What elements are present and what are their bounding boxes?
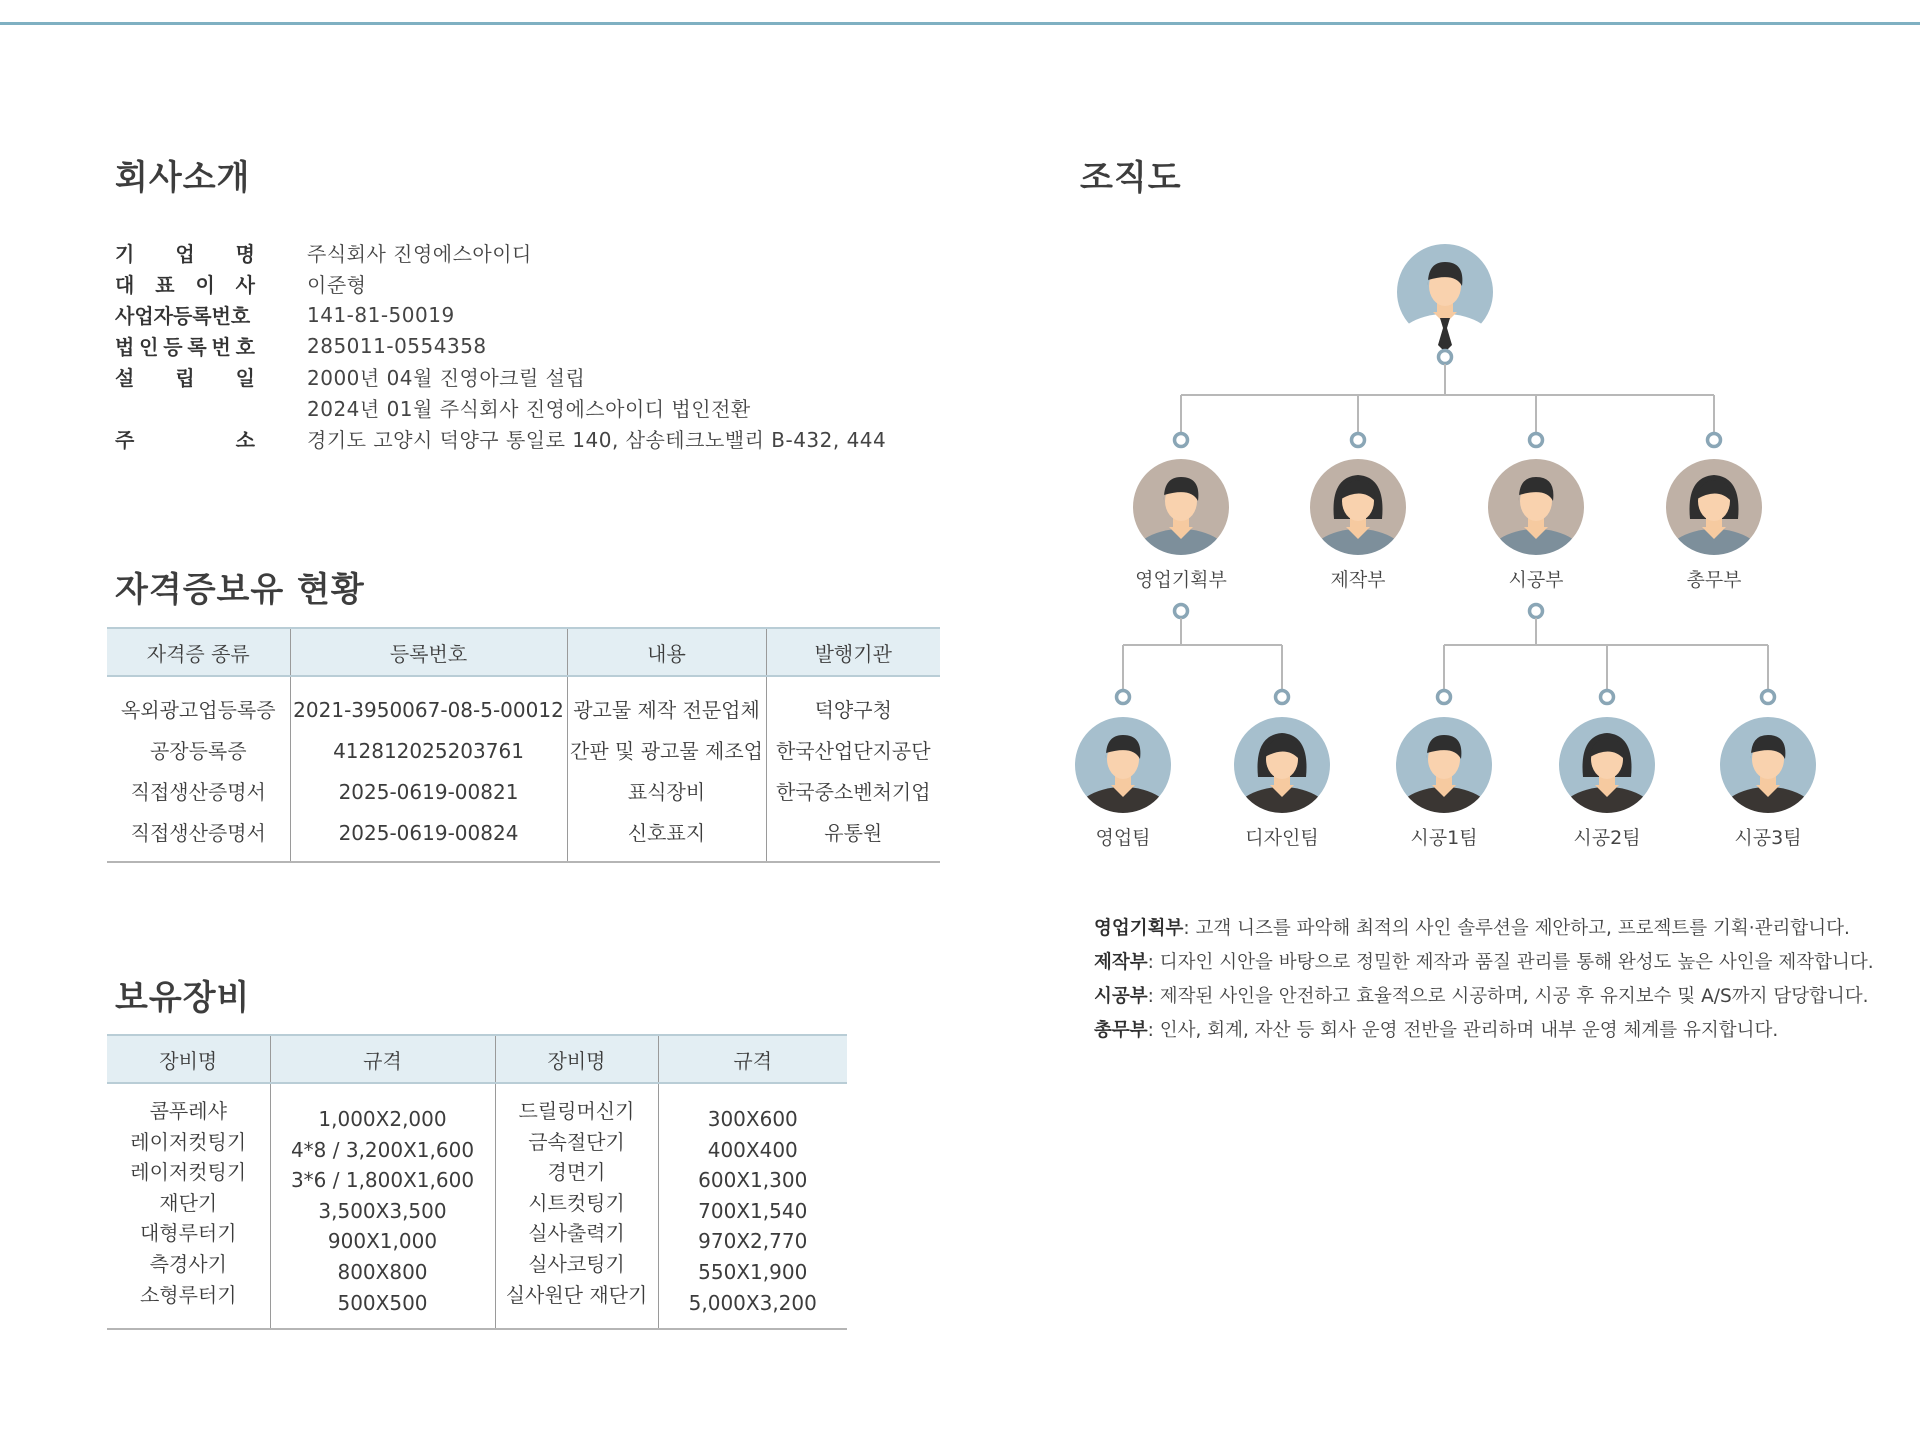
org-label: 시공3팀 xyxy=(1734,827,1802,849)
cert-cell: 한국산업단지공단 xyxy=(766,731,940,772)
equip-item: 콤푸레샤 xyxy=(149,1099,227,1123)
org-descriptions xyxy=(1094,912,1874,1048)
equip-item: 3*6 / 1,800X1,600 xyxy=(290,1168,475,1193)
cert-cell: 옥외광고업등록증 xyxy=(120,698,276,722)
cert-cell: 직접생산증명서 xyxy=(130,780,266,804)
equip-item: 5,000X3,200 xyxy=(688,1290,817,1315)
certs-heading: 자격증보유 현황 xyxy=(115,570,365,610)
equip-item: 970X2,770 xyxy=(698,1229,808,1254)
equip-item: 600X1,300 xyxy=(698,1168,808,1193)
org-description-name: 제작부 xyxy=(1094,952,1148,973)
equip-item: 금속절단기 xyxy=(528,1129,625,1154)
equip-item: 드릴링머신기 xyxy=(518,1099,635,1123)
equip-specs-2 xyxy=(658,1083,847,1329)
org-label: 영업기획부 xyxy=(1135,569,1227,591)
equip-item: 550X1,900 xyxy=(698,1259,808,1284)
equip-item: 300X600 xyxy=(707,1107,798,1131)
info-label-char: 등 xyxy=(163,335,183,359)
info-value: 이준형 xyxy=(307,273,367,297)
org-node-dot xyxy=(1530,605,1543,618)
equip-col-name-2: 장비명 xyxy=(495,1035,658,1083)
equip-item: 시트컷팅기 xyxy=(528,1190,625,1215)
org-node-dot xyxy=(1439,351,1452,364)
org-description-text: : 디자인 시안을 바탕으로 정밀한 제작과 품질 관리를 통해 완성도 높은 사인을 제작합니다. xyxy=(1147,952,1874,973)
org-label: 시공부 xyxy=(1508,569,1564,591)
certs-col-issuer: 발행기관 xyxy=(766,628,940,676)
org-description-row xyxy=(1094,912,1874,946)
certs-col-number: 등록번호 xyxy=(290,628,567,676)
equip-item: 재단기 xyxy=(159,1190,218,1215)
info-label-char: 대 xyxy=(115,273,135,297)
org-description-name: 시공부 xyxy=(1094,986,1148,1007)
equip-col-spec-2: 규격 xyxy=(658,1035,847,1083)
org-label: 총무부 xyxy=(1686,569,1742,591)
cert-cell: 광고물 제작 전문업체 xyxy=(567,676,766,731)
info-label-char: 사 xyxy=(235,273,255,297)
company-heading: 회사소개 xyxy=(115,158,251,198)
info-label-char: 명 xyxy=(235,242,255,266)
equip-item: 소형루터기 xyxy=(139,1282,237,1307)
equip-item: 1,000X2,000 xyxy=(318,1107,447,1131)
cert-cell: 412812025203761 xyxy=(290,731,567,772)
cert-cell: 2025-0619-00821 xyxy=(290,772,567,813)
equip-col-name-1: 장비명 xyxy=(107,1035,270,1083)
org-node-dot xyxy=(1175,605,1188,618)
equip-item: 경면기 xyxy=(547,1160,606,1185)
equip-names-2 xyxy=(495,1083,658,1329)
equip-item: 측경사기 xyxy=(149,1251,227,1276)
org-label: 시공1팀 xyxy=(1410,827,1478,849)
equip-item: 레이저컷팅기 xyxy=(130,1160,247,1185)
org-node-dot xyxy=(1762,691,1775,704)
org-description-text: : 인사, 회계, 자산 등 회사 운영 전반을 관리하며 내부 운영 체계를 유지합니다. xyxy=(1147,1020,1779,1041)
equip-item: 900X1,000 xyxy=(327,1229,438,1254)
org-description-row xyxy=(1094,946,1874,980)
cert-cell: 덕양구청 xyxy=(766,676,940,731)
cert-cell: 2025-0619-00824 xyxy=(290,813,567,862)
org-node-dot xyxy=(1530,434,1543,447)
org-heading: 조직도 xyxy=(1080,158,1182,198)
info-value: 경기도 고양시 덕양구 통일로 140, 삼송테크노밸리 B-432, 444 xyxy=(307,428,887,452)
org-description-text: : 고객 니즈를 파악해 최적의 사인 솔루션을 제안하고, 프로젝트를 기획·관리합니다. xyxy=(1183,918,1850,939)
equipment-heading: 보유장비 xyxy=(115,978,251,1018)
certs-col-type: 자격증 종류 xyxy=(107,628,290,676)
cert-cell: 표식장비 xyxy=(567,772,766,813)
org-label: 시공2팀 xyxy=(1573,827,1641,849)
cert-cell: 신호표지 xyxy=(567,813,766,862)
info-label-char: 주 xyxy=(115,428,135,452)
org-node-dot xyxy=(1175,434,1188,447)
org-description-row xyxy=(1094,1014,1874,1048)
equip-item: 실사원단 재단기 xyxy=(505,1282,648,1307)
info-label-char: 업 xyxy=(175,242,195,266)
cert-cell: 한국중소벤처기업 xyxy=(766,772,940,813)
equip-item: 3,500X3,500 xyxy=(318,1198,447,1223)
info-value: 2000년 04월 진영아크릴 설립 xyxy=(307,366,586,390)
equip-item: 400X400 xyxy=(707,1137,798,1162)
info-value: 285011-0554358 xyxy=(307,333,487,358)
info-label-char: 번 xyxy=(211,335,231,359)
certs-col-content: 내용 xyxy=(567,628,766,676)
cert-cell: 2021-3950067-08-5-00012 xyxy=(290,676,567,731)
info-label-char: 호 xyxy=(235,335,255,359)
cert-cell: 직접생산증명서 xyxy=(107,813,290,862)
cert-cell: 간판 및 광고물 제조업 xyxy=(567,731,766,772)
equip-item: 500X500 xyxy=(337,1290,428,1315)
org-node-dot xyxy=(1276,691,1289,704)
info-label-char: 기 xyxy=(115,242,135,266)
info-label-char: 립 xyxy=(175,366,195,390)
org-node-dot xyxy=(1708,434,1721,447)
equip-item: 실사코팅기 xyxy=(528,1251,625,1276)
info-label-char: 일 xyxy=(235,366,255,390)
info-value: 2024년 01월 주식회사 진영에스아이디 법인전환 xyxy=(307,397,751,421)
equip-item: 700X1,540 xyxy=(698,1198,808,1223)
info-label-char: 록 xyxy=(187,335,207,359)
org-label: 디자인팀 xyxy=(1245,827,1319,849)
equip-item: 800X800 xyxy=(337,1259,428,1284)
cert-cell: 공장등록증 xyxy=(149,739,247,763)
equip-specs-1 xyxy=(270,1083,495,1329)
info-label-char: 표 xyxy=(155,273,175,297)
org-node-dot xyxy=(1352,434,1365,447)
org-description-row xyxy=(1094,980,1874,1014)
org-node-dot xyxy=(1117,691,1130,704)
org-description-text: : 제작된 사인을 안전하고 효율적으로 시공하며, 시공 후 유지보수 및 A/S까지 담당합니다. xyxy=(1147,986,1869,1007)
equip-item: 레이저컷팅기 xyxy=(130,1129,247,1154)
equip-item: 4*8 / 3,200X1,600 xyxy=(290,1137,475,1162)
org-node-dot xyxy=(1601,691,1614,704)
equip-names-1 xyxy=(107,1083,270,1329)
equip-item: 대형루터기 xyxy=(139,1221,237,1246)
info-label-char: 이 xyxy=(195,273,215,297)
info-label-char: 법 xyxy=(115,335,135,359)
info-label-char: 설 xyxy=(115,366,135,390)
equip-item: 실사출력기 xyxy=(528,1221,625,1246)
info-label-char: 사업자등록번호 xyxy=(115,304,251,328)
info-value: 주식회사 진영에스아이디 xyxy=(307,242,532,266)
info-label-char: 인 xyxy=(139,335,159,359)
org-label: 영업팀 xyxy=(1095,827,1151,849)
info-label-char: 소 xyxy=(235,428,255,452)
org-label: 제작부 xyxy=(1330,569,1386,591)
cert-cell: 유통원 xyxy=(766,813,940,862)
equip-col-spec-1: 규격 xyxy=(270,1035,495,1083)
equipment-table xyxy=(107,1034,847,1330)
org-description-name: 총무부 xyxy=(1094,1020,1148,1041)
info-value: 141-81-50019 xyxy=(307,302,455,327)
org-node-dot xyxy=(1438,691,1451,704)
org-description-name: 영업기획부 xyxy=(1094,918,1184,939)
